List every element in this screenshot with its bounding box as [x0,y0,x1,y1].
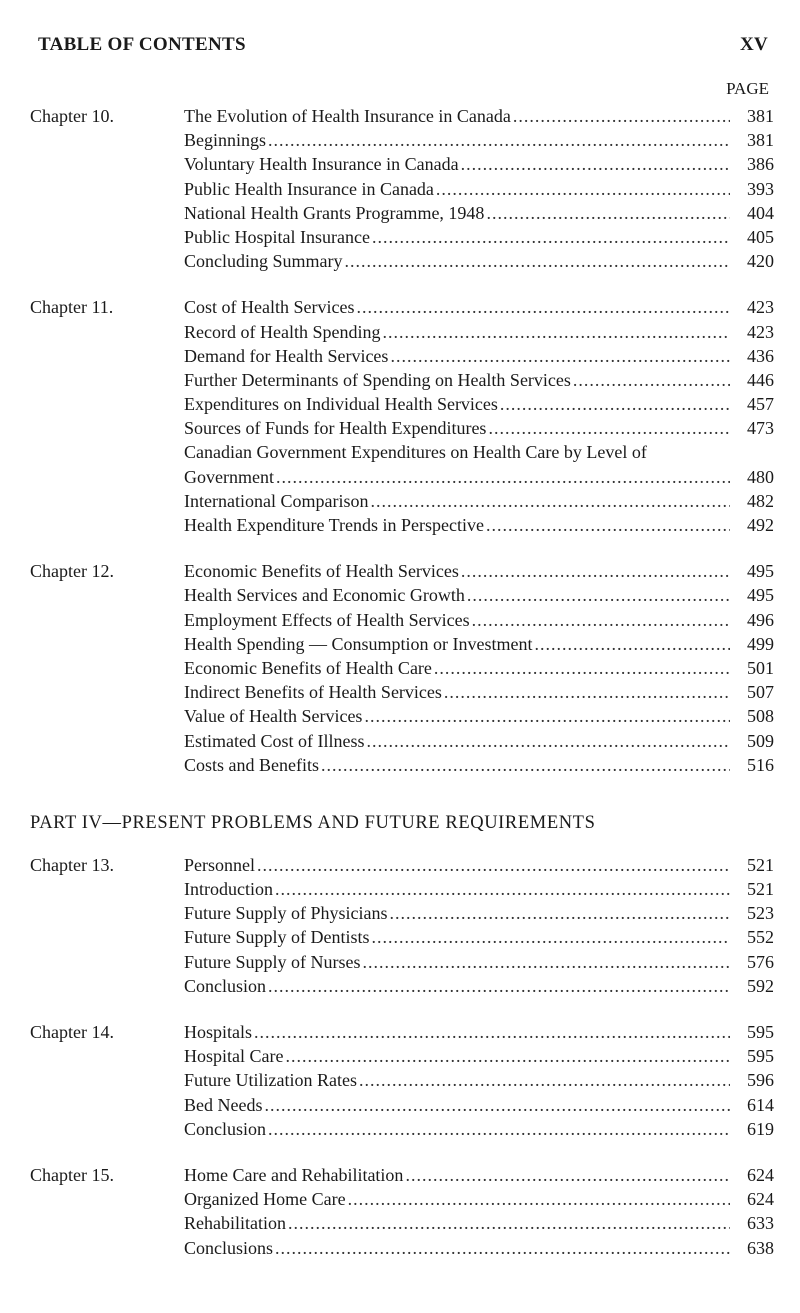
entry-row [30,632,774,656]
entry-row [30,465,774,489]
dot-leader [275,1236,730,1260]
entry-title: Bed Needs [184,1094,263,1115]
dot-leader [257,853,730,877]
page-number: 436 [747,345,774,366]
chapter-title: Hospitals [184,1022,253,1042]
entry-row [30,680,774,704]
page-number: 576 [747,951,774,972]
entry-title: Organized Home Care [184,1189,346,1210]
page-number: 614 [747,1094,774,1115]
entry-title: Economic Benefits of Health Care [184,657,432,678]
page-number: 516 [747,754,774,775]
entry-row [30,513,774,537]
chapter-row [30,1163,774,1187]
dot-leader [488,416,730,440]
dot-leader [345,249,731,273]
dot-leader [444,680,730,704]
entry-title: Conclusion [184,1118,267,1139]
entry-title: Employment Effects of Health Services [184,609,470,630]
entry-title: Value of Health Services [184,706,363,727]
chapter-block [30,295,774,537]
entry-title: Future Supply of Nurses [184,951,361,972]
entry-row [30,416,774,440]
chapter-number: Chapter 14. [30,1022,114,1042]
entry-row [30,392,774,416]
entry-title: Future Supply of Dentists [184,927,370,948]
entry-row [30,583,774,607]
toc-group-part-four [30,853,774,1260]
page-number: 521 [747,854,774,875]
dot-leader [436,177,730,201]
chapter-row [30,104,774,128]
dot-leader [364,704,730,728]
entry-row [30,320,774,344]
table-of-contents [30,104,774,1282]
page-number: 633 [747,1213,774,1234]
chapter-number: Chapter 13. [30,854,114,875]
chapter-number: Chapter 10. [30,106,114,126]
running-head [38,34,768,56]
entry-row [30,1117,774,1141]
chapter-row [30,559,774,583]
page-number: 508 [747,706,774,727]
entry-row [30,440,774,464]
entry-row [30,704,774,728]
page-number: 499 [747,633,774,654]
dot-leader [461,152,730,176]
page-number: 405 [747,226,774,247]
entry-title: Health Expenditure Trends in Perspective [184,515,484,535]
page-number: 457 [747,394,774,415]
entry-row [30,489,774,513]
page-number: 386 [747,154,774,175]
page-number: 381 [747,130,774,151]
page-number: 501 [747,657,774,678]
entry-row [30,1044,774,1068]
dot-leader [254,1020,730,1044]
entry-row [30,1187,774,1211]
dot-leader [372,225,730,249]
page-column-label: PAGE [726,79,769,98]
page-number: 638 [747,1237,774,1258]
page-number: 480 [747,466,774,487]
page-number: 404 [747,202,774,223]
dot-leader [534,632,730,656]
entry-title: Public Hospital Insurance [184,226,370,247]
dot-leader [372,925,730,949]
entry-title: Expenditures on Individual Health Services [184,394,498,415]
page-number: 507 [747,682,774,703]
dot-leader [285,1044,730,1068]
dot-leader [513,104,730,128]
entry-row [30,225,774,249]
page-number: 595 [747,1022,774,1042]
page-number: 624 [747,1164,774,1185]
page-number: 496 [747,609,774,630]
entry-row [30,201,774,225]
chapter-title: Economic Benefits of Health Services [184,561,459,582]
page-number: 495 [747,585,774,606]
entry-row [30,1093,774,1117]
entry-title: Indirect Benefits of Health Services [184,682,442,703]
entry-title: Conclusions [184,1237,274,1258]
entry-row [30,925,774,949]
entry-row [30,1068,774,1092]
entry-row [30,974,774,998]
page-number: 595 [747,1046,774,1067]
entry-title: Hospital Care [184,1046,284,1067]
entry-title: Costs and Benefits [184,754,319,775]
entry-title: Record of Health Spending [184,321,381,342]
page-number: 446 [747,369,774,390]
dot-leader [461,559,730,583]
page-number: 393 [747,178,774,199]
dot-leader [405,1163,730,1187]
page-number: 521 [747,879,774,900]
page-number: 423 [747,321,774,342]
chapter-row [30,295,774,319]
dot-leader [363,950,731,974]
chapter-title: Home Care and Rehabilitation [184,1164,404,1185]
dot-leader [366,729,730,753]
toc-group-part-three [30,104,774,777]
entry-row [30,729,774,753]
chapter-title: Personnel [184,854,255,875]
entry-row [30,177,774,201]
page-number: 552 [747,927,774,948]
page-number: 420 [747,251,774,272]
running-head-folio: XV [739,34,768,55]
entry-title: Conclusion [184,975,267,996]
entry-title: Rehabilitation [184,1213,286,1234]
entry-title: Beginnings [184,130,267,151]
chapter-row [30,853,774,877]
entry-title: Estimated Cost of Illness [184,730,365,751]
entry-title: Introduction [184,879,273,900]
chapter-block [30,1020,774,1141]
page-number: 592 [747,975,774,996]
dot-leader [264,1093,730,1117]
chapter-block [30,1163,774,1260]
entry-row [30,1236,774,1260]
dot-leader [382,320,730,344]
dot-leader [500,392,730,416]
entry-row [30,1211,774,1235]
entry-row [30,950,774,974]
dot-leader [472,608,730,632]
chapter-block [30,853,774,998]
entry-title: Canadian Government Expenditures on Health Care by Level of [184,442,647,463]
dot-leader [276,465,730,489]
dot-leader [486,201,730,225]
entry-title: Health Services and Economic Growth [184,585,465,606]
page-number: 509 [747,730,774,751]
dot-leader [275,877,730,901]
entry-title: Sources of Funds for Health Expenditures [184,418,487,439]
page-number: 523 [747,903,774,924]
entry-title: Voluntary Health Insurance in Canada [184,154,459,175]
running-head-title: TABLE OF CONTENTS [38,34,246,55]
chapter-row [30,1020,774,1044]
page-number: 596 [747,1070,774,1091]
dot-leader [288,1211,730,1235]
dot-leader [321,753,730,777]
dot-leader [573,368,730,392]
page-number: 381 [747,106,774,126]
dot-leader [268,128,730,152]
page-number: 482 [747,490,774,511]
chapter-block [30,559,774,777]
entry-row [30,608,774,632]
chapter-number: Chapter 12. [30,561,114,582]
page-number: 423 [747,297,774,318]
chapter-block [30,104,774,273]
dot-leader [268,1117,730,1141]
entry-row [30,344,774,368]
entry-row [30,128,774,152]
entry-title: Further Determinants of Spending on Health Services [184,369,571,390]
entry-row [30,753,774,777]
entry-title: Demand for Health Services [184,345,389,366]
page-number: 492 [747,515,774,535]
chapter-number: Chapter 11. [30,297,114,318]
page-number: 619 [747,1118,774,1139]
entry-title: Public Health Insurance in Canada [184,178,434,199]
part-heading: PART IV—PRESENT PROBLEMS AND FUTURE REQUIREMENTS [30,812,596,833]
dot-leader [467,583,730,607]
entry-title: Health Spending — Consumption or Investment [184,633,533,654]
dot-leader [348,1187,730,1211]
dot-leader [359,1068,730,1092]
dot-leader [390,344,730,368]
entry-row [30,368,774,392]
chapter-number: Chapter 15. [30,1164,114,1185]
dot-leader [370,489,730,513]
chapter-title: Cost of Health Services [184,297,355,318]
dot-leader [268,974,730,998]
entry-row [30,901,774,925]
dot-leader [356,295,730,319]
dot-leader [390,901,730,925]
dot-leader [486,513,730,537]
page-number: 495 [747,561,774,582]
page-number: 473 [747,418,774,439]
entry-title: Concluding Summary [184,251,343,272]
entry-title: Government [184,466,274,487]
entry-title: Future Supply of Physicians [184,903,388,924]
entry-row [30,152,774,176]
entry-title: Future Utilization Rates [184,1070,357,1091]
entry-row [30,249,774,273]
dot-leader [434,656,730,680]
entry-title: International Comparison [184,490,369,511]
chapter-title: The Evolution of Health Insurance in Canada [184,106,511,126]
entry-row [30,877,774,901]
entry-title: National Health Grants Programme, 1948 [184,202,485,223]
page-number: 624 [747,1189,774,1210]
entry-row [30,656,774,680]
